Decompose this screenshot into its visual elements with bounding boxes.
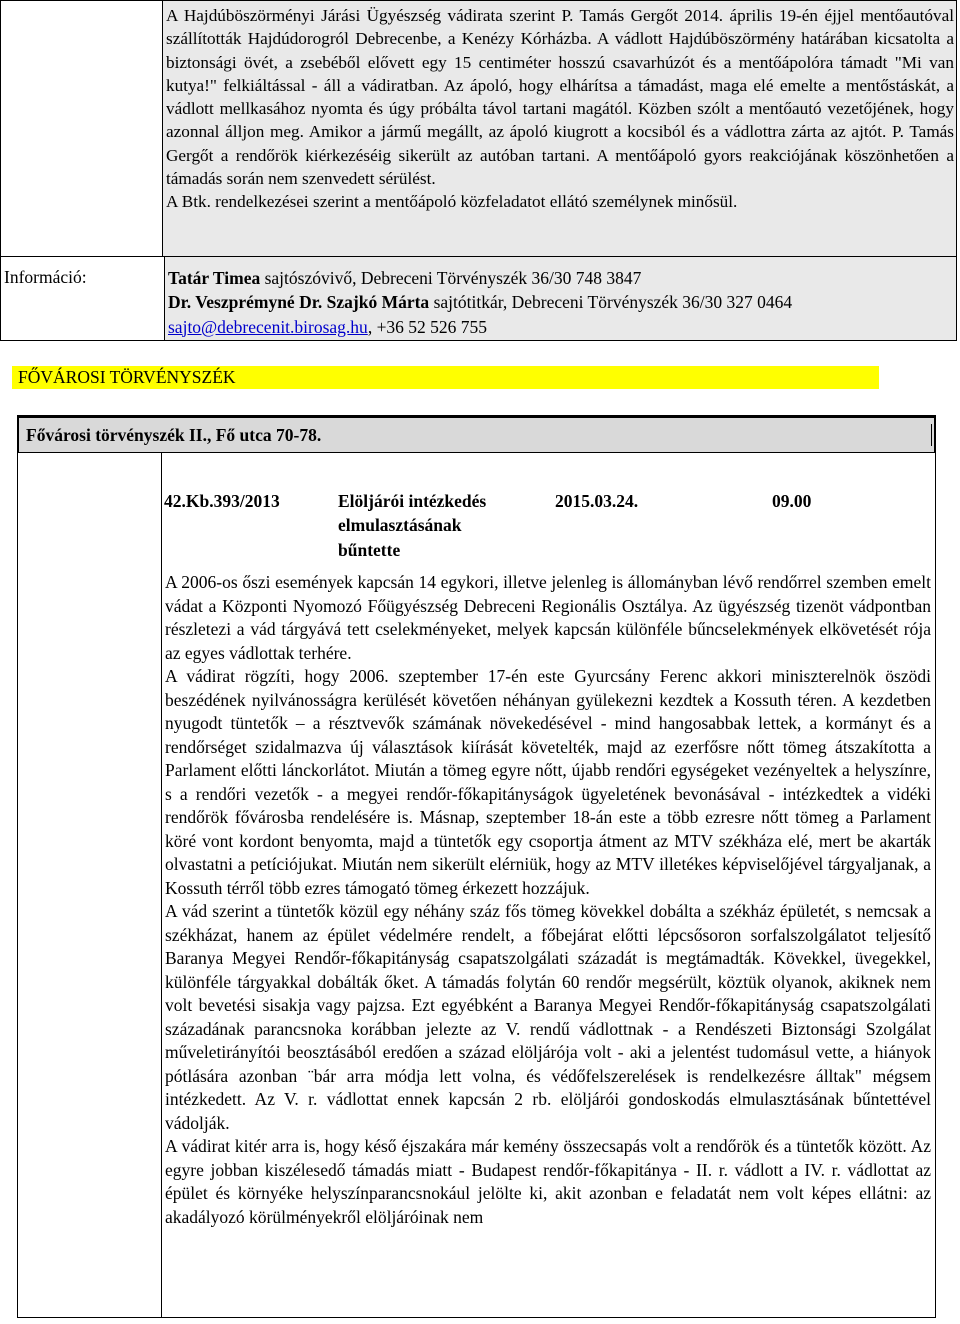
empty-left-cell bbox=[0, 0, 163, 257]
case-table bbox=[17, 452, 936, 1318]
empty-left-cell bbox=[18, 453, 162, 1317]
case-number: 42.Kb.393/2013 bbox=[164, 491, 280, 511]
offense-text: Elöljárói intézkedés bbox=[338, 491, 487, 511]
news-paragraph: A Btk. rendelkezései szerint a mentőápoló közfeladatot ellátó személynek minősül. bbox=[166, 192, 738, 212]
contact-name: Dr. Veszprémyné Dr. Szajkó Márta bbox=[168, 292, 430, 313]
email-link[interactable]: sajto@debrecenit.birosag.hu bbox=[168, 316, 368, 337]
case-paragraph: A vádirat rögzíti, hogy 2006. szeptember 17-én este Gyurcsány Ferenc akkori miniszterelnök öszödi beszédének nyilvánosságra kerülését követően néhányan gyülekezni kezdtek a Kossuth téren. A kezdetben nyugodt tüntetők – a résztvevők számának növekedésével - mind hangosabbak lettek, a kormányt és a rendőrséget szidalmazva új választások kiírását követelték, majd az ezerfősre nőtt tömeg átszakította a Parlament előtti lánckorlátot. Miután a tömeg egyre nőtt, újabb rendőri egységeket vezényeltek a helyszínre, s a rendőri vezetők - a megyei rendőr-főkapitányságok ügyeletének bevonásával - intézkedtek a vidéki rendőrök fővárosba rendelésére is. Másnap, szeptember 18-án este a több ezresre nőtt tömeg a Parlament köré vont kordont benyomta, majd a tüntetők egy csoportja átment az MTV székháza elé, mert be akarták olvastatni a petíciójukat. Miután nem sikerült elérniük, hogy az MTV illetékes képviselőjével tárgyaljanak, a Kossuth térről több ezres támogató tömeg érkezett hozzájuk. bbox=[165, 666, 931, 898]
case-paragraph: A vádirat kitér arra is, hogy késő éjszakára már kemény összecsapás volt a rendőrök és a tüntetők között. Az egyre jobban kiszélesedő támadás miatt - Budapest rendőr-főkapitánya - II. r. vádlott a IV. r. vádlottat az épület és környéke helyszínparancsnokául jelölte ki, akit azonban e feladatát nem volt képes ellátni: az akadályozó körülményekről elöljáróinak nem bbox=[165, 1136, 931, 1227]
contact-line-2 bbox=[168, 290, 953, 314]
case-date: 2015.03.24. bbox=[555, 491, 639, 511]
contact-details: sajtótitkár, Debreceni Törvényszék 36/30 327 0464 bbox=[429, 292, 793, 313]
case-paragraph: A 2006-os őszi események kapcsán 14 egykori, illetve jelenleg is állományban lévő rendőrrel szemben emelt vádat a Központi Nyomozó Főügyészség Debreceni Regionális Osztálya. Az ügyészség tizenöt vádpontban részletezi a vád tárgyává tett cselekményeket, melyek kapcsán különféle bűncselekmények elkövetését rója az egyes vádlottak terhére. bbox=[165, 572, 931, 663]
case-offense bbox=[338, 489, 550, 562]
case-description bbox=[165, 571, 931, 1229]
news-item-body bbox=[163, 0, 957, 257]
contact-line-1 bbox=[168, 266, 953, 290]
court-address-header: Fővárosi törvényszék II., Fő utca 70-78. bbox=[17, 415, 936, 452]
offense-line: elmulasztásának bbox=[338, 515, 462, 536]
first-news-table bbox=[0, 0, 957, 341]
offense-line: bűntette bbox=[338, 539, 401, 560]
info-row bbox=[0, 257, 957, 341]
court-name-band: FŐVÁROSI TÖRVÉNYSZÉK bbox=[12, 366, 879, 389]
contact-name: Tatár Timea bbox=[168, 268, 261, 288]
case-time: 09.00 bbox=[772, 491, 812, 511]
contact-line-3 bbox=[168, 315, 953, 339]
contact-details: sajtószóvivő, Debreceni Törvényszék 36/30 748 3847 bbox=[260, 268, 642, 288]
phone-number: , +36 52 526 755 bbox=[367, 316, 488, 337]
news-paragraph: A Hajdúböszörményi Járási Ügyészség vádirata szerint P. Tamás Gergőt 2014. április 19-én éjjel mentőautóval szállították Hajdúdorogról Debrecenbe, a Kenézy Kórházba. A vádlott Hajdúböszörmény határában kicsatolta a biztonsági övét, a zsebéből elővett egy 15 centiméter hosszú csavarhúzót és a mentőápolóra támadt "Mi van kutya!" felkiáltással - áll a vádiratban. Az ápoló, hogy elhárítsa a támadást, maga elé emelte a mentőstáskát, a vádlott mellkasához nyomta és úgy próbálta távol tartani magától. Közben szólt a mentőautó vezetőjének, hogy azonnal álljon meg. Amikor a jármű megállt, az ápoló kiugrott a kocsiból és a vádlottra zárta az ajtót. P. Tamás Gergőt a rendőrök kiérkezéséig sikerült az autóban tartani. A mentőápoló gyors reakciójának köszönhetően a támadás során nem szenvedett sérülést. bbox=[166, 6, 954, 189]
case-paragraph: A vád szerint a tüntetők közül egy néhány száz fős tömeg kövekkel dobálta a székház épületét, s nemcsak a székházat, hanem az épület védelmére rendelt, a főbejárat előtti lépcsősoron sorfalszolgálatot teljesítő Baranya Megyei Rendőr-főkapitányság csapatszolgálati századát is megtámadták. Kövekkel, üvegekkel, különféle tárgyakkal dobálták őket. A támadás folytán 60 rendőr megsérült, köztük olyanok, akiknek nem volt bevetési sisakja vagy pajzsa. Ezt egyébként a Baranya Megyei Rendőr-főkapitányság csapatszolgálati századának parancsnoka korábban jelezte az V. rendű vádlottnak - a Rendészeti Biztonsági Szolgálat műveletirányítói beosztásából eredően a század elöljárója volt - aki a jelentést tudomásul vette, a hiányok pótlására azonban ¨bár arra módja lett volna, és védőfelszerelések is rendelkezésre álltak" mégsem intézkedett. Az V. r. vádlottat ennek kapcsán 2 rb. elöljárói gondoskodás elmulasztásának bűntettével vádolják. bbox=[165, 901, 931, 1133]
info-label: Információ: bbox=[4, 267, 87, 287]
offense-line bbox=[338, 489, 550, 513]
info-contacts bbox=[164, 257, 956, 340]
